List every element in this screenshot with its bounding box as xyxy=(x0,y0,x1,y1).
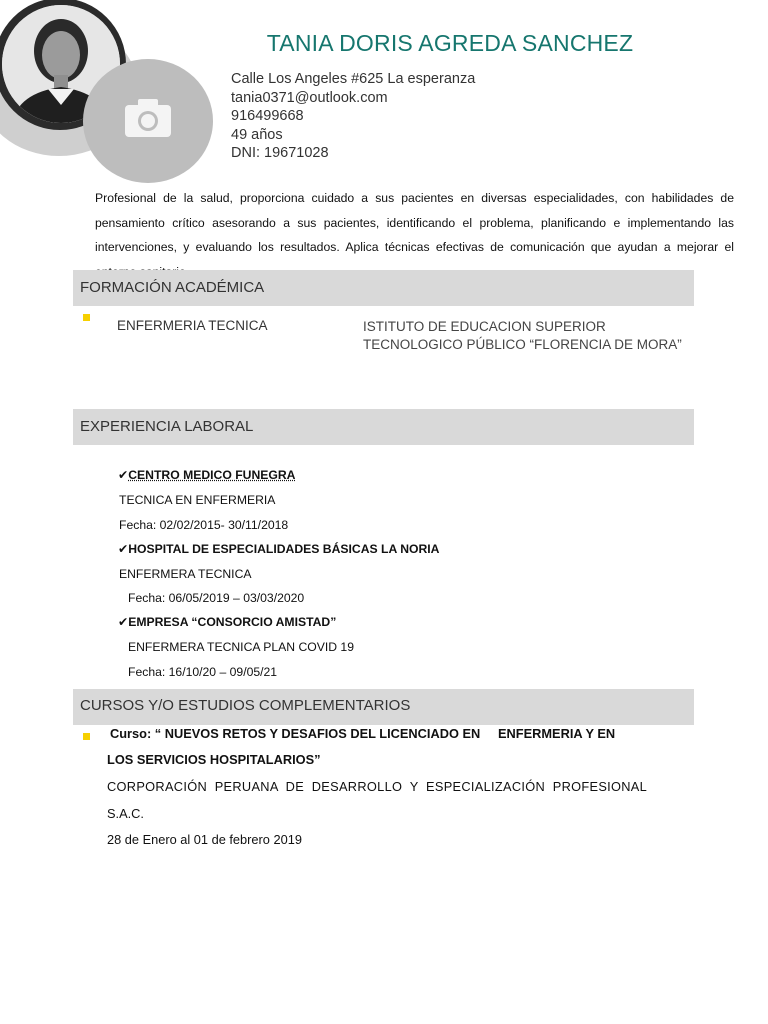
check-icon: ✔ xyxy=(118,615,129,629)
address: Calle Los Angeles #625 La esperanza xyxy=(231,71,476,87)
courses-title: CURSOS Y/O ESTUDIOS COMPLEMENTARIOS xyxy=(80,697,411,714)
bullet-icon xyxy=(83,314,90,321)
experience-title: EXPERIENCIA LABORAL xyxy=(80,418,254,435)
course-title-line-1: Curso: “ NUEVOS RETOS Y DESAFIOS DEL LICENCIADO EN ENFERMERIA Y EN xyxy=(110,726,616,741)
job-employer: ✔HOSPITAL DE ESPECIALIDADES BÁSICAS LA NORIA xyxy=(118,542,440,556)
job-role: TECNICA EN ENFERMERIA xyxy=(119,493,276,507)
job-dates: Fecha: 06/05/2019 – 03/03/2020 xyxy=(128,591,305,605)
job-employer: ✔CENTRO MEDICO FUNEGRA xyxy=(118,468,296,482)
school-line-2: TECNOLOGICO PÚBLICO “FLORENCIA DE MORA” xyxy=(363,337,682,352)
job-role: ENFERMERA TECNICA xyxy=(119,567,252,581)
check-icon: ✔ xyxy=(118,542,129,556)
school-line-1: ISTITUTO DE EDUCACION SUPERIOR xyxy=(363,319,606,334)
age: 49 años xyxy=(231,126,283,143)
candidate-name: TANIA DORIS AGREDA SANCHEZ xyxy=(266,30,634,56)
contact-block xyxy=(231,70,475,163)
course-dates: 28 de Enero al 01 de febrero 2019 xyxy=(107,832,302,847)
camera-icon xyxy=(123,97,173,139)
course-title-line-2: LOS SERVICIOS HOSPITALARIOS” xyxy=(107,752,321,767)
job-role: ENFERMERA TECNICA PLAN COVID 19 xyxy=(128,640,354,654)
dni: DNI: 19671028 xyxy=(231,145,329,161)
phone: 916499668 xyxy=(231,108,304,124)
education-school xyxy=(363,318,682,354)
education-title: FORMACIÓN ACADÉMICA xyxy=(80,279,265,296)
check-icon: ✔ xyxy=(118,468,129,482)
job-dates: Fecha: 16/10/20 – 09/05/21 xyxy=(128,665,278,679)
education-degree: ENFERMERIA TECNICA xyxy=(117,318,268,333)
job-dates: Fecha: 02/02/2015- 30/11/2018 xyxy=(119,518,289,532)
bullet-icon xyxy=(83,733,90,740)
profile-summary: Profesional de la salud, proporciona cuidado a sus pacientes en diversas especialidades, con habilidades de pensamiento crítico asesorando a sus pacientes, identificando el problema, planificando e implementando las intervenciones, y evaluando los resultados. Aplica técnicas efectivas de comunicación que ayudan a mejorar el xyxy=(95,191,734,255)
photo-placeholder[interactable] xyxy=(83,59,213,183)
email[interactable]: tania0371@outlook.com xyxy=(231,89,388,106)
job-employer: ✔EMPRESA “CONSORCIO AMISTAD” xyxy=(118,615,337,629)
course-institution: CORPORACIÓN PERUANA DE DESARROLLO Y ESPECIALIZACIÓN PROFESIONAL xyxy=(107,779,648,794)
course-institution-suffix: S.A.C. xyxy=(107,806,144,821)
